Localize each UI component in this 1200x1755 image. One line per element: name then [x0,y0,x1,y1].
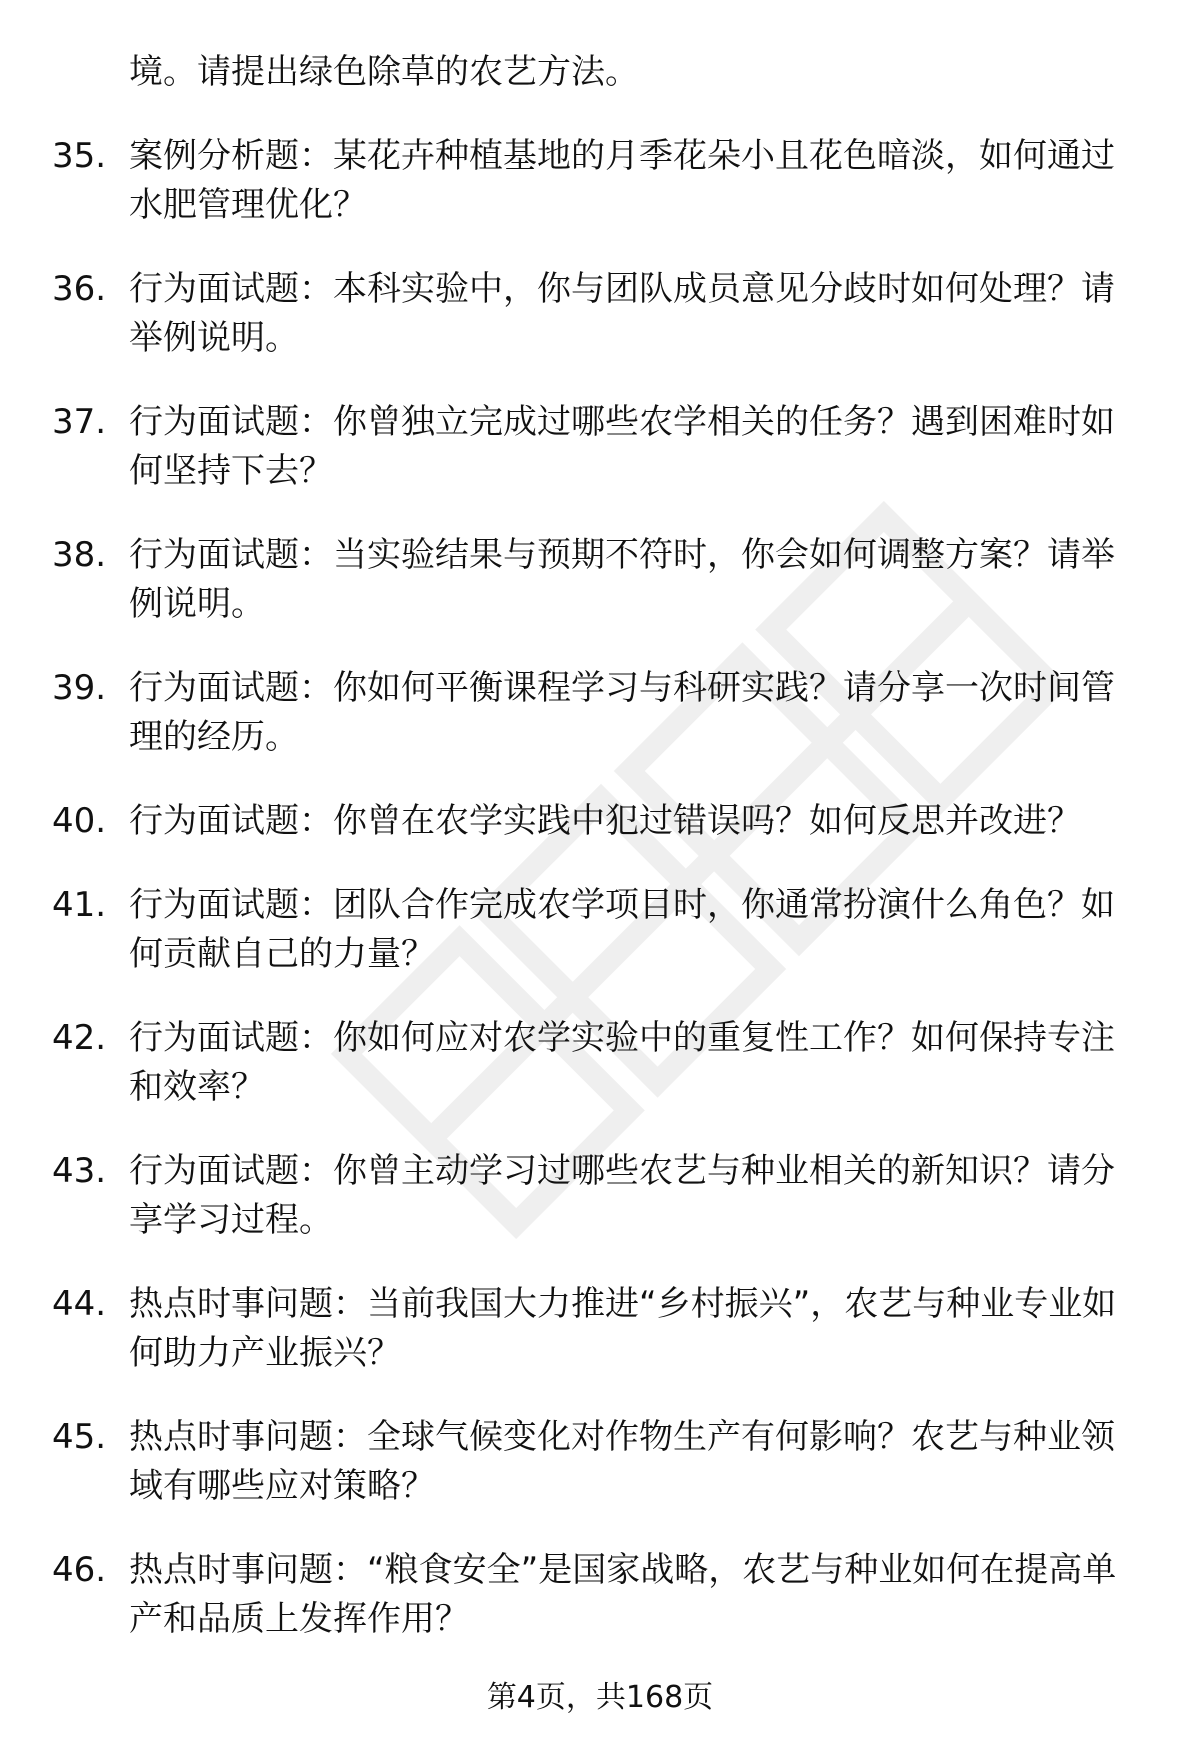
question-item [0,664,1200,762]
question-number: 44. [52,1284,107,1324]
question-number: 39. [52,668,107,708]
question-text: 热点时事问题：“粮食安全”是国家战略，农艺与种业如何在提高单产和品质上发挥作用？ [129,1550,1117,1639]
continuation-text: 境。请提出绿色除草的农艺方法。 [129,52,639,92]
question-text: 行为面试题：你曾在农学实践中犯过错误吗？如何反思并改进？ [129,801,1081,841]
question-list [0,132,1200,1644]
question-text: 行为面试题：团队合作完成农学项目时，你通常扮演什么角色？如何贡献自己的力量？ [129,885,1115,974]
question-number: 36. [52,269,107,309]
question-text: 行为面试题：你曾主动学习过哪些农艺与种业相关的新知识？请分享学习过程。 [129,1151,1115,1240]
question-item [0,1280,1200,1378]
question-item [0,398,1200,496]
question-item [0,265,1200,363]
question-text: 行为面试题：你曾独立完成过哪些农学相关的任务？遇到困难时如何坚持下去？ [129,402,1115,491]
question-text: 案例分析题：某花卉种植基地的月季花朵小且花色暗淡，如何通过水肥管理优化？ [129,136,1115,225]
question-text: 行为面试题：你如何应对农学实验中的重复性工作？如何保持专注和效率？ [129,1018,1115,1107]
question-item [0,531,1200,629]
question-text: 热点时事问题：当前我国大力推进“乡村振兴”，农艺与种业专业如何助力产业振兴？ [129,1284,1117,1373]
question-item [0,881,1200,979]
question-item [0,132,1200,230]
page-footer: 第4页，共168页 [486,1680,714,1715]
question-text: 行为面试题：本科实验中，你与团队成员意见分歧时如何处理？请举例说明。 [129,269,1115,358]
question-item [0,1014,1200,1112]
question-item [0,1147,1200,1245]
question-number: 37. [52,402,107,442]
question-item [0,797,1200,846]
question-number: 43. [52,1151,107,1191]
question-item [0,1546,1200,1644]
question-number: 46. [52,1550,107,1590]
question-number: 41. [52,885,107,925]
question-text: 行为面试题：你如何平衡课程学习与科研实践？请分享一次时间管理的经历。 [129,668,1115,757]
question-number: 42. [52,1018,107,1058]
question-text: 热点时事问题：全球气候变化对作物生产有何影响？农艺与种业领域有哪些应对策略？ [129,1417,1115,1506]
question-number: 45. [52,1417,107,1457]
questions-content [0,48,1200,1644]
question-number: 40. [52,801,107,841]
question-text: 行为面试题：当实验结果与预期不符时，你会如何调整方案？请举例说明。 [129,535,1115,624]
question-number: 35. [52,136,107,176]
question-item [0,1413,1200,1511]
question-number: 38. [52,535,107,575]
